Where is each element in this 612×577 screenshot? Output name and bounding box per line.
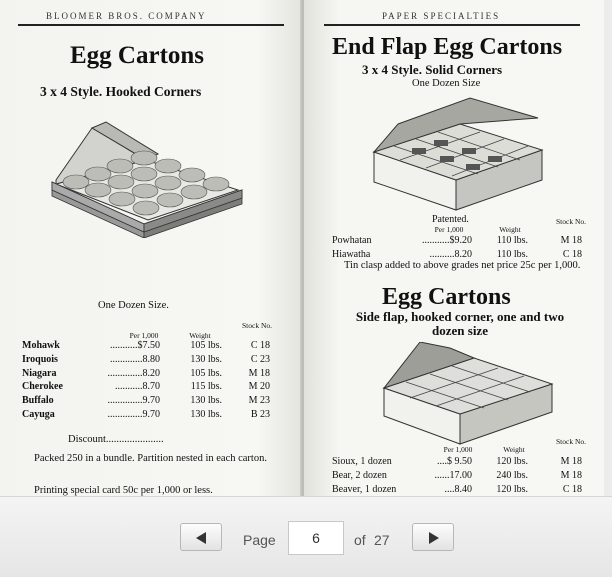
printing-note: Printing special card 50c per 1,000 or less. bbox=[34, 485, 213, 496]
table-row bbox=[22, 367, 282, 381]
stock-number: C 23 bbox=[250, 353, 270, 365]
product-name: Buffalo bbox=[22, 395, 54, 407]
weight: 120 lbs. bbox=[496, 483, 528, 495]
price: ....$ 9.50 bbox=[437, 456, 472, 467]
price: ...........$9.20 bbox=[422, 235, 472, 246]
table-row bbox=[22, 339, 282, 353]
weight: 105 lbs. bbox=[190, 367, 222, 379]
running-head-left: BLOOMER BROS. COMPANY bbox=[46, 11, 207, 21]
table-row bbox=[22, 380, 282, 394]
total-pages: 27 bbox=[374, 532, 390, 548]
stock-number: M 18 bbox=[248, 367, 270, 379]
weight: 130 lbs. bbox=[190, 395, 222, 407]
stock-number: M 23 bbox=[248, 395, 270, 407]
section-subtitle-side-flap: Side flap, hooked corner, one and two dozen size bbox=[355, 309, 565, 338]
table-row bbox=[22, 394, 282, 408]
price: ..........8.20 bbox=[429, 248, 472, 260]
weight: 240 lbs. bbox=[496, 469, 528, 481]
product-name: Sioux, 1 dozen bbox=[332, 456, 392, 467]
discount-line: Discount...................... bbox=[68, 434, 164, 445]
price: ..............9.70 bbox=[107, 408, 160, 420]
header-rule bbox=[324, 24, 580, 26]
col-head-weight: Weight bbox=[503, 445, 525, 454]
table-row bbox=[332, 469, 588, 483]
product-name: Powhatan bbox=[332, 235, 372, 246]
page-number-input[interactable] bbox=[288, 521, 344, 555]
price: ..............9.70 bbox=[107, 395, 160, 407]
section-title-side-flap: Egg Cartons bbox=[382, 284, 511, 310]
weight: 115 lbs. bbox=[190, 381, 222, 393]
weight: 130 lbs. bbox=[190, 408, 222, 420]
tin-clasp-note: Tin clasp added to above grades net price 25c per 1,000. bbox=[344, 260, 581, 271]
triangle-right-icon bbox=[429, 532, 439, 544]
col-head-price: Per 1,000 bbox=[434, 225, 464, 234]
header-rule bbox=[18, 24, 284, 26]
packing-note: Packed 250 in a bundle. Partition nested in each carton. bbox=[34, 453, 267, 464]
side-flap-carton-illustration bbox=[380, 342, 556, 446]
price: ......17.00 bbox=[434, 469, 472, 481]
product-name: Bear, 2 dozen bbox=[332, 469, 387, 481]
price-table bbox=[22, 339, 282, 422]
patented-label: Patented. bbox=[432, 214, 469, 225]
col-head-weight: Weight bbox=[189, 331, 211, 340]
weight: 110 lbs. bbox=[496, 248, 528, 260]
next-page-button[interactable] bbox=[412, 523, 454, 551]
weight: 130 lbs. bbox=[190, 353, 222, 365]
col-head-stock: Stock No. bbox=[242, 321, 272, 330]
table-row bbox=[332, 234, 588, 248]
weight: 105 lbs. bbox=[190, 340, 222, 351]
triangle-left-icon bbox=[196, 532, 206, 544]
product-name: Beaver, 1 dozen bbox=[332, 483, 397, 495]
weight: 120 lbs. bbox=[496, 456, 528, 467]
col-head-stock: Stock No. bbox=[556, 437, 586, 446]
product-name: Mohawk bbox=[22, 340, 60, 351]
stock-number: M 20 bbox=[248, 381, 270, 393]
stock-number: M 18 bbox=[560, 235, 582, 246]
product-name: Cayuga bbox=[22, 408, 55, 420]
stock-number: C 18 bbox=[562, 483, 582, 495]
stock-number: M 18 bbox=[560, 456, 582, 467]
price: ....8.40 bbox=[444, 483, 472, 495]
table-row bbox=[332, 483, 588, 496]
section-subtitle-end-flap: 3 x 4 Style. Solid Corners bbox=[362, 62, 503, 77]
price-table bbox=[332, 455, 588, 496]
left-page bbox=[0, 0, 302, 496]
col-head-stock: Stock No. bbox=[556, 217, 586, 226]
col-head-price: Per 1,000 bbox=[129, 331, 159, 340]
weight: 110 lbs. bbox=[496, 235, 528, 246]
table-row bbox=[332, 455, 588, 469]
stock-number: M 18 bbox=[560, 469, 582, 481]
pagination-bar bbox=[0, 496, 612, 577]
price: ...........$7.50 bbox=[110, 340, 160, 351]
of-label: of bbox=[354, 532, 366, 548]
price: .............8.80 bbox=[110, 353, 160, 365]
page-title: Egg Cartons bbox=[70, 42, 205, 69]
section-title-end-flap: End Flap Egg Cartons bbox=[332, 34, 563, 60]
price-table bbox=[332, 234, 588, 262]
col-head-weight: Weight bbox=[499, 225, 521, 234]
page-subtitle: 3 x 4 Style. Hooked Corners bbox=[40, 84, 202, 99]
price: ..............8.20 bbox=[107, 367, 160, 379]
product-name: Hiawatha bbox=[332, 248, 371, 260]
product-name: Niagara bbox=[22, 367, 57, 379]
price: ...........8.70 bbox=[115, 381, 160, 393]
stock-number: C 18 bbox=[250, 340, 270, 351]
right-page bbox=[304, 0, 604, 496]
col-head-price: Per 1,000 bbox=[443, 445, 473, 454]
table-row bbox=[22, 408, 282, 422]
stock-number: B 23 bbox=[250, 408, 270, 420]
size-caption: One Dozen Size. bbox=[98, 300, 169, 311]
previous-page-button[interactable] bbox=[180, 523, 222, 551]
table-row bbox=[22, 353, 282, 367]
page-label: Page bbox=[243, 532, 276, 548]
egg-carton-illustration bbox=[46, 120, 246, 238]
size-caption-end-flap: One Dozen Size bbox=[412, 78, 481, 89]
viewer-scrollbar[interactable] bbox=[604, 0, 612, 496]
running-head-right: PAPER SPECIALTIES bbox=[382, 11, 501, 21]
stock-number: C 18 bbox=[562, 248, 582, 260]
product-name: Iroquois bbox=[22, 353, 58, 365]
end-flap-carton-illustration bbox=[370, 94, 546, 212]
product-name: Cherokee bbox=[22, 381, 63, 393]
